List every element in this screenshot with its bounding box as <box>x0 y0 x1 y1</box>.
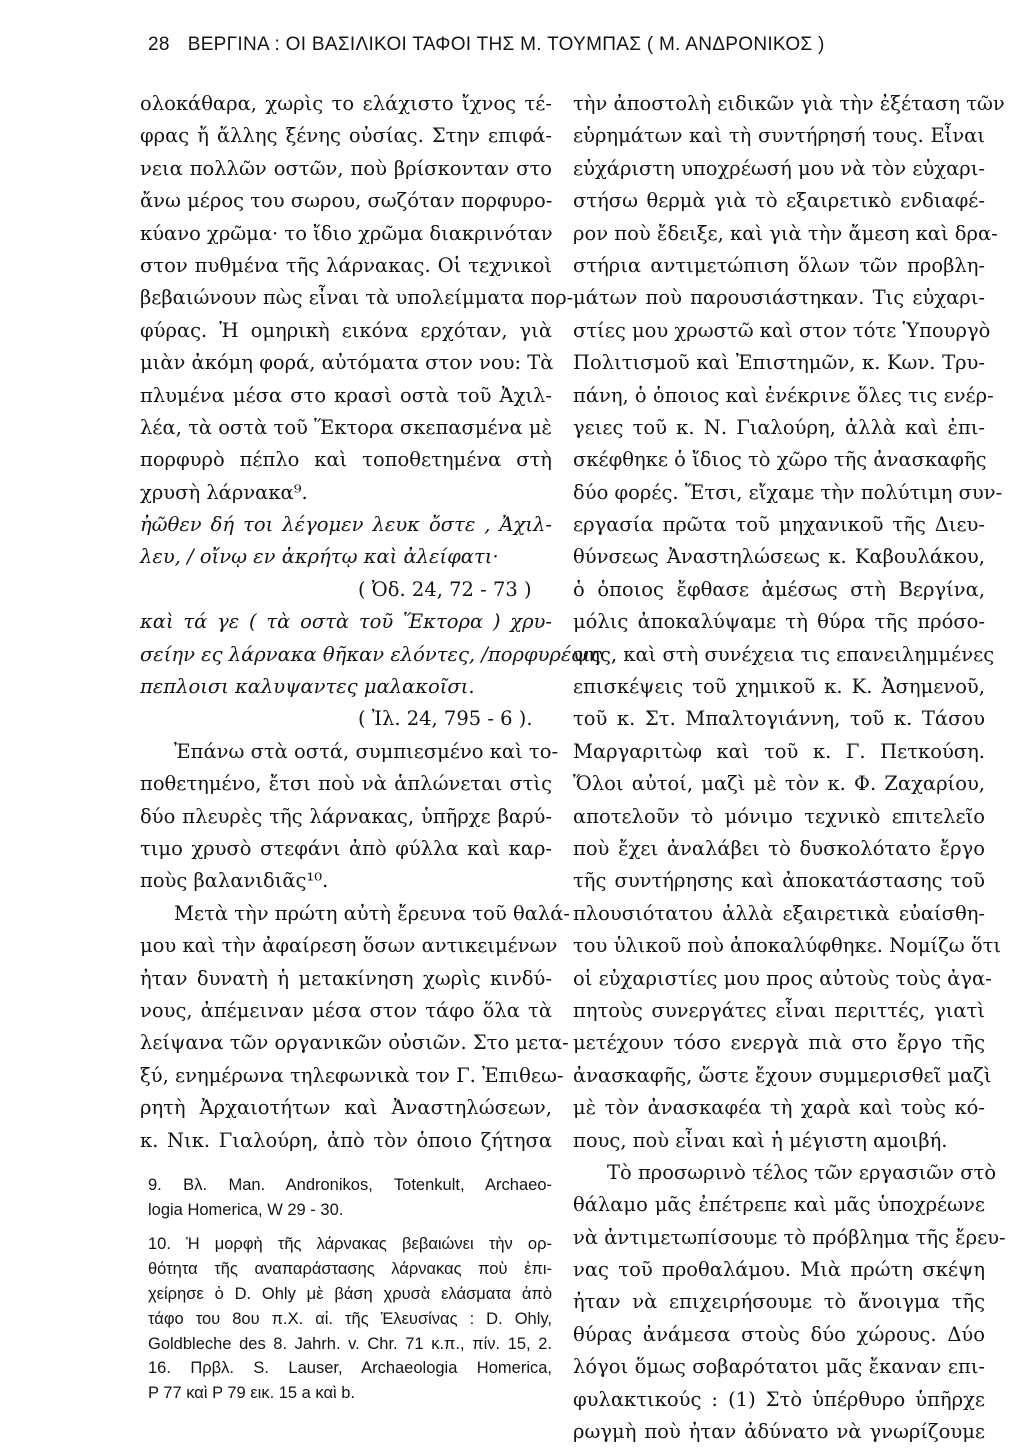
text-line: δύο φορές. Ἔτσι, εἴχαμε τὴν πολύτιμη συν- <box>573 480 1003 504</box>
text-line: Πολιτισμοῦ καὶ Ἐπιστημῶν, κ. Κων. Τρυ- <box>573 351 985 375</box>
text-line: δύο πλευρὲς τῆς λάρνακας, ὑπῆρχε βαρύ- <box>140 804 552 828</box>
right-para-1 <box>573 88 1005 1157</box>
quote-reference: ( Ὀδ. 24, 72 - 73 ) <box>358 577 532 601</box>
text-line: τὴν ἀποστολὴ ειδικῶν γιὰ τὴν ἐξέταση τῶν <box>573 92 1005 115</box>
text-line: νεια πολλῶν οστῶν, ποὺ βρίσκονταν στο <box>140 156 552 180</box>
text-line: θύνσεως Ἀναστηλώσεως κ. Καβουλάκου, <box>573 545 985 569</box>
text-line: ἀνασκαφῆς, ὥστε ἔχουν συμμερισθεῖ μαζὶ <box>573 1063 992 1087</box>
iliad-quote <box>140 606 602 736</box>
running-header <box>148 34 1008 56</box>
page-number: 28 <box>148 34 170 55</box>
text-line: Μετὰ τὴν πρώτη αὐτὴ ἔρευνα τοῦ θαλά- <box>174 901 570 925</box>
quote-line: πεπλοισι καλυψαντες μαλακοῖσι. <box>140 675 475 699</box>
left-column <box>140 88 602 1406</box>
text-line: μετέχουν τόσο ενεργὰ πιὰ στο ἔργο τῆς <box>573 1031 985 1055</box>
text-line: τοῦ κ. Στ. Μπαλτογιάννη, τοῦ κ. Τάσου <box>573 707 985 731</box>
text-line: του ὑλικοῦ ποὺ ἀποκαλύφθηκε. Νομίζω ὅτι <box>573 934 1002 958</box>
text-line: πλυμένα μέσα στο κρασὶ οστὰ τοῦ Ἀχιλ- <box>140 383 552 407</box>
text-line: χρυσὴ λάρνακα⁹. <box>140 480 308 504</box>
footnote-line: 10. Ἡ μορφὴ τῆς λάρνακας βεβαιώνει τὴν ορ- <box>148 1235 552 1254</box>
text-line: τιμο χρυσὸ στεφάνι ἀπὸ φύλλα καὶ καρ- <box>140 836 552 860</box>
footnote-line: Goldbleche des 8. Jahrh. v. Chr. 71 κ.π., πίν. 15, 2. <box>148 1334 552 1353</box>
text-line: στον πυθμένα τῆς λάρνακας. Οἱ τεχνικοὶ <box>140 253 552 277</box>
right-column <box>573 88 1006 1448</box>
left-para-2 <box>140 736 559 898</box>
text-line: ρωγμὴ ποὺ ἠταν ἀδύνατο νὰ γνωρίζουμε <box>573 1420 985 1444</box>
quote-reference: ( Ἰλ. 24, 795 - 6 ). <box>358 707 533 731</box>
text-line: ἄνω μέρος του σωρου, σωζόταν πορφυρο- <box>140 189 553 213</box>
quote-line: λευ, / οἴνῳ εν ἀκρήτῳ καὶ ἀλείφατι· <box>140 545 499 569</box>
text-line: ποὺς βαλανιδιᾶς¹⁰. <box>140 869 329 893</box>
text-line: ψης, καὶ στὴ συνέχεια τις επανειλημμένες <box>573 642 995 666</box>
text-line: θύρας ἀνάμεσα στοὺς δύο χώρους. Δύο <box>573 1322 985 1346</box>
text-line: επισκέψεις τοῦ χημικοῦ κ. Κ. Ἀσημενοῦ, <box>573 675 985 699</box>
text-line: ποθετημένο, ἔτσι ποὺ νὰ ἁπλώνεται στὶς <box>140 772 552 796</box>
text-line: εὐχάριστη υποχρέωσή μου νὰ τὸν εὐχαρι- <box>573 156 985 180</box>
text-line: μὲ τὸν ἀνασκαφέα τὴ χαρὰ καὶ τοὺς κό- <box>573 1096 985 1120</box>
text-line: πους, ποὺ εἶναι καὶ ἡ μέγιστη αμοιβή. <box>573 1128 948 1152</box>
left-para-3 <box>140 898 570 1157</box>
text-line: ποὺ ἔχει ἀναλάβει τὸ δυσκολότατο ἔργο <box>573 836 985 860</box>
text-line: μάτων ποὺ παρουσιάστηκαν. Τις εὐχαρι- <box>573 286 985 310</box>
quote-line: σείην ες λάρνακα θῆκαν ελόντες, /πορφυρέοις <box>140 642 602 666</box>
text-line: φυλακτικούς : (1) Στὸ ὑπέρθυρο ὑπῆρχε <box>573 1387 985 1411</box>
text-line: οἱ εὐχαριστίες μου προς αὐτοὺς τοὺς ἀγα- <box>573 966 992 990</box>
text-line: κ. Νικ. Γιαλούρη, ἀπὸ τὸν ὁποιο ζήτησα <box>140 1128 552 1152</box>
footnote-separator <box>140 1157 552 1173</box>
text-line: ρητὴ Ἀρχαιοτήτων καὶ Ἀναστηλώσεων, <box>140 1096 552 1120</box>
text-line: Ἐπάνω στὰ οστά, συμπιεσμένο καὶ το- <box>174 739 559 763</box>
text-line: Μαργαριτὼφ καὶ τοῦ κ. Γ. Πετκούση. <box>573 739 985 763</box>
footnote-9 <box>140 1173 552 1223</box>
right-para-2 <box>573 1157 1006 1449</box>
text-line: λείψανα τῶν οργανικῶν οὐσιῶν. Στο μετα- <box>140 1031 569 1055</box>
footnote-10 <box>140 1232 552 1406</box>
text-line: Τὸ προσωρινὸ τέλος τῶν εργασιῶν στὸ <box>607 1160 997 1184</box>
quote-line: ἠῶθεν δή τοι λέγομεν λευκ ὄστε , Ἀχιλ- <box>140 513 552 537</box>
text-line: στήρια αντιμετώπιση ὅλων τῶν προβλη- <box>573 253 985 277</box>
text-line: λέα, τὰ οστὰ τοῦ Ἕκτορα σκεπασμένα μὲ <box>140 415 552 439</box>
text-line: θάλαμο μᾶς ἐπέτρεπε καὶ μᾶς ὑποχρέωνε <box>573 1193 985 1217</box>
text-line: φύρας. Ἡ ομηρικὴ εικόνα ερχόταν, γιὰ <box>140 318 552 342</box>
text-line: αποτελοῦν τὸ μόνιμο τεχνικὸ επιτελεῖο <box>573 804 985 828</box>
text-line: ξύ, ενημέρωνα τηλεφωνικὰ τον Γ. Ἐπιθεω- <box>140 1063 564 1087</box>
text-line: κύανο χρῶμα· το ἴδιο χρῶμα διακρινόταν <box>140 221 553 245</box>
text-line: νας τοῦ προθαλάμου. Μιὰ πρώτη σκέψη <box>573 1258 985 1282</box>
text-line: γειες τοῦ κ. Ν. Γιαλούρη, ἀλλὰ καὶ ἐπι- <box>573 415 985 439</box>
text-line: στήσω θερμὰ γιὰ τὸ εξαιρετικὸ ενδιαφέ- <box>573 189 985 213</box>
footnote-line: 9. Βλ. Man. Andronikos, Totenkult, Archaeo- <box>148 1175 552 1194</box>
text-line: ολοκάθαρα, χωρὶς το ελάχιστο ἴχνος τέ- <box>140 92 552 115</box>
quote-line: καὶ τά γε ( τὰ οστὰ τοῦ Ἕκτορα ) χρυ- <box>140 610 552 634</box>
text-line: σκέφθηκε ὁ ἴδιος τὸ χῶρο τῆς ἀνασκαφῆς <box>573 448 987 472</box>
text-line: ἠταν νὰ επιχειρήσουμε τὸ ἄνοιγμα τῆς <box>573 1290 985 1314</box>
left-para-1 <box>140 88 574 509</box>
footnote-line: 16. Πρβλ. S. Lauser, Archaeologia Homerica, <box>148 1359 552 1378</box>
footnote-line: χείρησε ὁ D. Ohly μὲ βάση χρυσὰ ελάσματα ἀπὸ <box>148 1285 552 1304</box>
text-line: στίες μου χρωστῶ καὶ στον τότε Ὑπουργὸ <box>573 318 991 342</box>
text-line: φρας ἤ ἄλλης ξένης οὐσίας. Στην επιφά- <box>140 124 552 148</box>
text-line: νους, ἀπέμειναν μέσα στον τάφο ὅλα τὰ <box>140 998 552 1022</box>
text-line: λόγοι ὅμως σοβαρότατοι μᾶς ἔκαναν επι- <box>573 1355 985 1379</box>
text-line: τῆς συντήρησης καὶ ἀποκατάστασης τοῦ <box>573 869 985 893</box>
odyssey-quote <box>140 509 552 606</box>
text-line: ἠταν δυνατὴ ἡ μετακίνηση χωρὶς κινδύ- <box>140 966 552 990</box>
text-line: πάνη, ὁ ὁποιος καὶ ἐνέκρινε ὅλες τις ενέρ- <box>573 383 994 407</box>
text-line: εὑρημάτων καὶ τὴ συντήρησή τους. Εἶναι <box>573 124 985 148</box>
text-line: μόλις ἀποκαλύψαμε τὴ θύρα τῆς πρόσο- <box>573 610 985 634</box>
text-line: νὰ ἀντιμετωπίσουμε τὸ πρόβλημα τῆς ἔρευ- <box>573 1225 1006 1249</box>
text-line: Ὅλοι αὐτοί, μαζὶ μὲ τὸν κ. Φ. Ζαχαρίου, <box>573 772 985 796</box>
text-line: μου καὶ τὴν ἀφαίρεση ὅσων αντικειμένων <box>140 934 558 958</box>
text-line: βεβαιώνουν πὼς εἶναι τὰ υπολείμματα πορ- <box>140 286 574 310</box>
text-line: πλουσιότατου ἀλλὰ εξαιρετικὰ εὐαίσθη- <box>573 901 985 925</box>
text-line: μιὰν ἀκόμη φορά, αὐτόματα στον νου: Τὰ <box>140 351 554 375</box>
text-line: ρον ποὺ ἔδειξε, καὶ γιὰ τὴν ἄμεση καὶ δρα- <box>573 221 998 245</box>
text-line: εργασία πρῶτα τοῦ μηχανικοῦ τῆς Διευ- <box>573 513 985 537</box>
text-line: ὁ ὁποιος ἔφθασε ἀμέσως στὴ Βεργίνα, <box>573 577 985 601</box>
footnote-line: logia Homerica, W 29 - 30. <box>148 1200 344 1219</box>
running-title: ΒΕΡΓΙΝΑ : ΟΙ ΒΑΣΙΛΙΚΟΙ ΤΑΦΟΙ ΤΗΣ Μ. ΤΟΥΜΠΑΣ ( Μ. ΑΝΔΡΟΝΙΚΟΣ ) <box>187 34 825 55</box>
footnote-line: τάφο του 8ου π.Χ. αἰ. τῆς Ἐλευσίνας : D. Ohly, <box>148 1309 552 1328</box>
footnote-line: θότητα τῆς αναπαράστασης λάρνακας ποὺ ἐπι- <box>148 1260 552 1279</box>
footnote-line: P 77 καὶ P 79 εικ. 15 a καὶ b. <box>148 1384 356 1403</box>
text-line: πορφυρὸ πέπλο καὶ τοποθετημένα στὴ <box>140 448 552 472</box>
text-line: πητοὺς συνεργάτες εἶναι περιττές, γιατὶ <box>573 998 985 1022</box>
